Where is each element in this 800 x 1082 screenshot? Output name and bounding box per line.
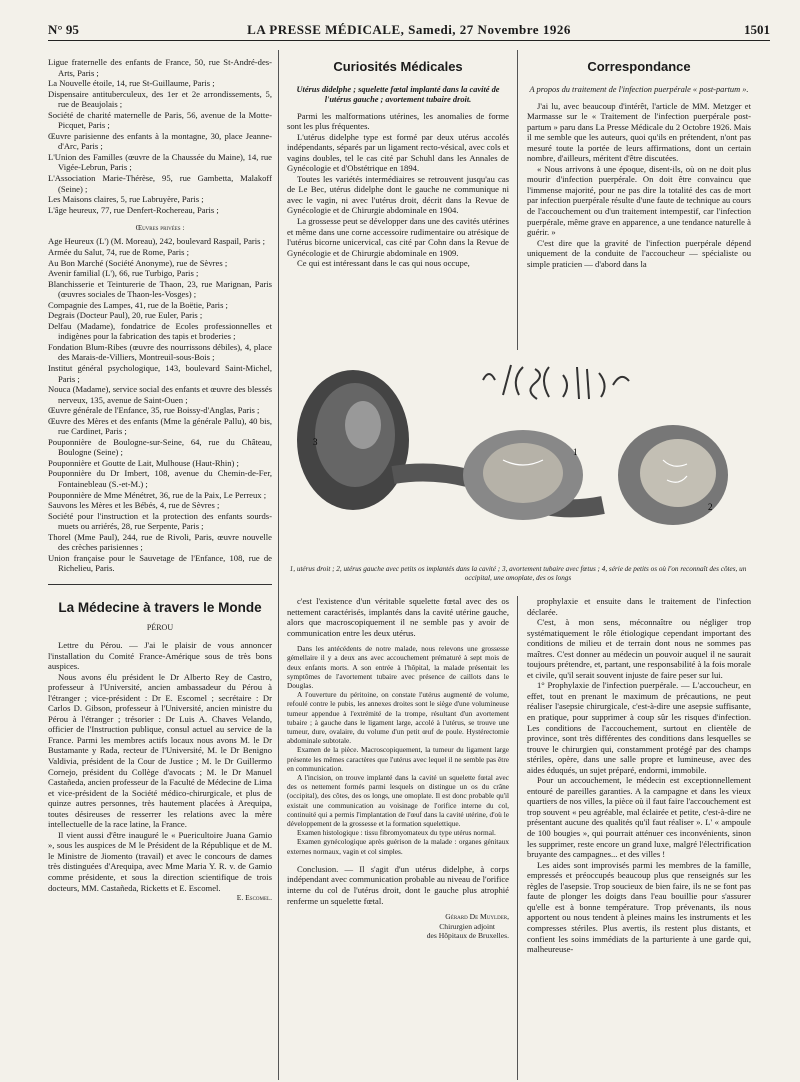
figure-label-2: 2 <box>708 502 713 512</box>
list-item: Ligue fraternelle des enfants de France, 50, rue St-André-des-Arts, Paris ; <box>48 57 272 78</box>
list-item: Degrais (Docteur Paul), 20, rue Euler, Paris ; <box>48 310 203 321</box>
paragraph: Toutes les variétés intermédiaires se retrouvent jusqu'au cas de Le Bec, utérus didelphe dont le gauche ne communique ni avec le vagin, ni avec l'utérus droit, décrit dans la Revue de Gynécologie et de Chirurgie abdominale en 1904. <box>287 173 509 216</box>
figure-label-3: 3 <box>313 437 318 447</box>
correspondance-body <box>527 101 751 270</box>
paragraph: A l'ouverture du péritoine, on constate l'utérus augmenté de volume, refoulé contre le pubis, les annexes droites sont le siège d'une volumineuse tumeur appendue à l'extrémité de la trompe, résultant d'un avortement tubaire ; à gauche dans le ligament large, accolé à l'utérus, se trouve une tumeur, dure, ovalaire, du volume d'un petit œuf de poule. Hystérectomie abdominale subtotale. <box>287 690 509 746</box>
list-item: Œuvre parisienne des enfants à la montagne, 30, place Jeanne-d'Arc, Paris ; <box>48 130 272 152</box>
organizations-list <box>48 57 272 215</box>
signature-muylder: Gérard De Muylder, <box>445 912 509 922</box>
paragraph: A l'incision, on trouve implanté dans la cavité un squelette fœtal avec des os nettement formés parmi lesquels on distingue un os du crâne (occipital), des côtes, des os longs, une omoplate. Il est donc probable qu'il existait une communication au voisinage de l'orifice interne du col, continuité qui a permis l'implantation de l'œuf dans la cavité utérine, d'où le développement de la grossesse et la formation squelettique. <box>287 773 509 829</box>
issue-number: N° 95 <box>48 22 79 37</box>
curiosites-article <box>287 59 509 269</box>
list-item: Thorel (Mme Paul), 244, rue de Rivoli, Paris, œuvre nouvelle des crèches parisiennes ; <box>48 531 272 553</box>
curiosites-continued <box>287 596 509 941</box>
list-item: Pouponnière de Boulogne-sur-Seine, 64, rue du Château, Boulogne (Seine) ; <box>48 436 272 458</box>
correspondance-continued <box>527 596 751 955</box>
paragraph: Examen histologique : tissu fibromyomateux du type utérus normal. <box>297 828 496 838</box>
column-rule <box>278 50 279 1080</box>
paragraph: Dans les antécédents de notre malade, nous relevons une grossesse gémellaire il y a deux ans avec accouchement prématuré à sept mois de deux enfants morts. A son entrée à l'hôpital, la malade présentait les symptômes de l'avortement tubaire avec présence de caillots dans le Douglas. <box>287 644 509 690</box>
correspondance-subtitle: A propos du traitement de l'infection puerpérale « post-partum ». <box>529 84 749 94</box>
section-heading-monde: La Médecine à travers le Monde <box>58 599 262 615</box>
paragraph: Les aides sont improvisés parmi les membres de la famille, empressés et préoccupés beaucoup plus que renseignés sur les règles de l'asepsie. Trop soucieux de bien faire, ils ne se font pas faute de plonger les doigts dans l'eau bouillie pour s'assurer qu'elle est à bonne température. Trop prévenants, ils nous apportent ou nous tendent à pleines mains les instruments et les compresses stériles. Plus avertis, ils restent plus distants, et confient les soins immédiats de la parturiente à une garde qui, malheureuse- <box>527 859 751 955</box>
paragraph: Nous avons élu président le Dr Alberto Rey de Castro, professeur à l'Université, ancien ambassadeur du Pérou à l'étranger ; vice-président : Dr E. Escomel ; secrétaire : Dr Carlos D. Gibson, professeur à l'Université, ancien ministre du Pérou à l'étranger ; trésorier : Dr Luis A. Chaves Velando, officier de l'Instruction publique, consul actuel au service de la France. Parmi les membres actifs locaux nous avons M. le Dr Bustamante y Rada, recteur de l'Université, M. le Dr Benigno Valdivia, président de la Cour de Justice ; M. le Dr Guillermo Cornejo, président du Collège d'avocats ; M. le Dr Manuel Castañeda, ancien professeur de la Faculté de Médecine de Lima et vice-président de la Société médico-chirurgicale, et plus de quinze autres personnes, très hautement placées à Arequipa, toutes désireuses de resserrer les relations avec la mère intellectuelle de la race latine, la France. <box>48 671 272 830</box>
paragraph: C'est, à mon sens, méconnaître ou négliger trop systématiquement le rôle étiologique cependant important des conditions de milieu et de terrain dont nous ne sommes pas maîtres. C'est donner au médecin un pouvoir auquel il ne saurait toujours prétendre, et, partant, une responsabilité à la fois morale et civile, qu'il serait souvent injuste de faire peser sur lui. <box>527 617 751 680</box>
page-header <box>48 18 770 41</box>
paragraph: La grossesse peut se développer dans une des cavités utérines et même dans une corne accessoire rudimentaire ou atrésique de l'utérus bicorne unicervical, cas cité par Cohn dans la Revue de Gynécologie et de Chirurgie abdominale en 1909. <box>287 216 509 258</box>
figure-caption: 1, utérus droit ; 2, utérus gauche avec petits os implantés dans la cavité ; 3, avortement tubaire avec fœtus ; 4, série de petits os où l'on reconnaît des côtes, un occipital, une omoplate, des os longs <box>289 565 747 582</box>
paragraph: c'est l'existence d'un véritable squelette fœtal avec des os nettement caractérisés, implantés dans la cavité utérine gauche, alors que macroscopiquement il ne semble pas y avoir de communication entre les deux utérus. <box>287 596 509 638</box>
curiosites-subtitle: Utérus didelphe ; squelette fœtal implanté dans la cavité de l'utérus gauche ; avortement tubaire droit. <box>296 84 500 104</box>
paragraph: Parmi les malformations utérines, les anomalies de forme sont les plus fréquentes. <box>287 110 509 132</box>
column-rule <box>517 596 518 1080</box>
list-item: Union française pour le Sauvetage de l'Enfance, 108, rue de Richelieu, Paris. <box>48 552 272 574</box>
list-item: Blanchisserie et Teinturerie de Thaon, 23, rue Marignan, Paris (œuvres sociales de Thaon-les-Vosges) ; <box>48 278 272 300</box>
list-item: Armée du Salut, 74, rue de Rome, Paris ; <box>48 246 190 257</box>
paragraph: prophylaxie et ensuite dans le traitement de l'infection déclarée. <box>527 596 751 617</box>
list-item: L'Union des Familles (œuvre de la Chaussée du Maine), 14, rue Vigée-Lebrun, Paris ; <box>48 151 272 173</box>
specimen-figure <box>283 355 753 555</box>
curiosites-body <box>287 111 509 269</box>
list-item: Fondation Blum-Ribes (œuvre des nourrissons débiles), 4, place des Marais-de-Villiers, Montreuil-sous-Bois ; <box>48 341 272 363</box>
list-item: Société pour l'instruction et la protection des enfants sourds-muets ou arriérés, 28, rue Serpente, Paris ; <box>48 510 272 532</box>
paragraph: Ce qui est intéressant dans le cas qui nous occupe, <box>297 258 470 269</box>
paragraph: Pour un accouchement, le médecin est exceptionnellement entouré de pareilles garanties. A la campagne et dans les vieux quartiers de nos villes, la pièce où il faut faire l'accouchement est trop souvent « peu agréable, mal éclairée et petite, c'est-à-dire ne présentant aucune des qualités qu'il faut réaliser ». L' « ampoule de 100 bougies », qui pourrait atténuer ces inconvénients, sinon les supprimer, reste encore un grand luxe, malgré l'électrification bruyante des campagnes... et des villes ! <box>527 775 751 860</box>
divider <box>48 584 272 585</box>
left-column <box>48 57 272 1077</box>
list-item: Pouponnière et Goutte de Lait, Mulhouse (Haut-Rhin) ; <box>48 457 239 468</box>
list-item: L'âge heureux, 77, rue Denfert-Rochereau, Paris ; <box>48 204 219 215</box>
list-item: Pouponnière du Dr Imbert, 108, avenue du Chemin-de-Fer, Fontainebleau (S.-et-M.) ; <box>48 468 272 489</box>
paragraph: Il vient aussi d'être inauguré le « Puericultoire Juana Gamio », sous les auspices de M le Président de la République et de M. le Ministre de Jiomento (travail) et avec le concours de dames très distinguées d'Arequipa, avec Mme Maria Y. R. v. de Gamio comme présidente, et sous la direction scientifique de trois docteurs, MM. Castañeda, Ricketts et E. Escomel. <box>48 829 272 893</box>
country-subheading: PÉROU <box>146 623 174 633</box>
section-heading-correspondance: Correspondance <box>587 59 691 74</box>
section-heading-curiosites: Curiosités Médicales <box>333 59 463 74</box>
list-item: La Nouvelle étoile, 14, rue St-Guillaume, Paris ; <box>48 78 215 89</box>
list-item: Œuvre générale de l'Enfance, 35, rue Boissy-d'Anglas, Paris ; <box>48 405 260 416</box>
list-item: L'Association Marie-Thérèse, 95, rue Gambetta, Malakoff (Seine) ; <box>48 173 272 194</box>
page-number: 1501 <box>744 22 770 37</box>
paragraph: Examen de la pièce. Macroscopiquement, la tumeur du ligament large présente les mêmes caractères que l'utérus avec lequel il ne semble pas être en communication. <box>287 745 509 773</box>
paragraph: L'utérus didelphe type est formé par deux utérus accolés indépendants, séparés par un ligament recto-vésical, avec cols et vagins doubles, tel le cas cité par Schuhl dans les Annales de Gynécologie et d'Obstétrique en 1894. <box>287 131 509 174</box>
peru-letter <box>48 640 272 893</box>
private-works-list <box>48 236 272 574</box>
signature-title: Chirurgien adjoint <box>439 921 495 931</box>
list-item: Les Maisons claires, 5, rue Labruyère, Paris ; <box>48 194 204 205</box>
conclusion: Conclusion. — Il s'agit d'un utérus didelphe, à corps indépendant avec communication probable au niveau de l'orifice interne du col de l'utérus droit, dont le gauche plus atrophié renferme un squelette fœtal. <box>287 863 509 906</box>
signature-escomel: E. Escomel. <box>236 893 272 903</box>
figure-label-1: 1 <box>573 447 578 457</box>
private-works-heading: Œuvres privées : <box>135 223 185 233</box>
paragraph: J'ai lu, avec beaucoup d'intérêt, l'article de MM. Metzger et Marmasse sur le « Traitement de l'infection puerpérale post-partum » paru dans La Presse Médicale du 2 Octobre 1926. Mais il me semble que les auteurs, quoi qu'ils en prétendent, n'ont pas mesuré toute la portée de leurs affirmations, dont un certain nombre, d'ailleurs, méritent d'être discutées. <box>527 100 751 164</box>
correspondance-body-2 <box>527 596 751 955</box>
signature-hospital: des Hôpitaux de Bruxelles. <box>426 931 509 941</box>
correspondance-article <box>527 59 751 269</box>
list-item: Œuvre des Mères et des enfants (Mme la générale Pallu), 40 bis, rue Cardinet, Paris ; <box>48 415 272 437</box>
list-item: Age Heureux (L') (M. Moreau), 242, boulevard Raspail, Paris ; <box>48 236 266 247</box>
list-item: Compagnie des Lampes, 41, rue de la Boëtie, Paris ; <box>48 299 228 310</box>
paragraph: Lettre du Pérou. — J'ai le plaisir de vous annoncer l'installation du Comité France-Amérique sous de très bons auspices. <box>48 640 272 672</box>
column-rule <box>517 50 518 350</box>
paragraph: C'est dire que la gravité de l'infection puerpérale dépend uniquement de la conduite de l'accoucheur — spécialiste ou simple praticien — d'abord dans la <box>527 237 751 269</box>
list-item: Sauvons les Mères et les Bébés, 4, rue de Sèvres ; <box>48 500 220 511</box>
list-item: Institut général psychologique, 143, boulevard Saint-Michel, Paris ; <box>48 362 272 384</box>
list-item: Pouponnière de Mme Ménétret, 36, rue de la Paix, Le Perreux ; <box>48 489 267 500</box>
paragraph: 1° Prophylaxie de l'infection puerpérale. — L'accoucheur, en effet, tout en prenant le maximum de précautions, ne peut réaliser l'asepsie chirurgicale, c'est-à-dire une asepsie suffisante, en pratique, pour supprimer à coup sûr les risques d'infection. Les conditions de l'accouchement, surtout en clientèle de province, sont très différentes des conditions dans lesquelles se trouve le chirurgien qui, constamment protégé par des champs stériles, opère, dans une salle propre et lumineuse, avec des aides éduqués, un sujet préparé, endormi, immobile. <box>527 680 751 775</box>
list-item: Société de charité maternelle de Paris, 56, avenue de la Motte-Picquet, Paris ; <box>48 109 272 131</box>
journal-title: LA PRESSE MÉDICALE, Samedi, 27 Novembre 1926 <box>247 22 571 37</box>
list-item: Nouca (Madame), service social des enfants et œuvre des blessés nerveux, 135, avenue de Saint-Ouen ; <box>48 384 272 405</box>
list-item: Au Bon Marché (Société Anonyme), rue de Sèvres ; <box>48 257 228 268</box>
paragraph: Examen gynécologique après guérison de la malade : organes génitaux externes normaux, vagin et col simples. <box>287 837 509 856</box>
curiosites-case-details <box>287 644 509 856</box>
list-item: Dispensaire antituberculeux, des 1er et 2e arrondissements, 5, rue de Beaujolais ; <box>48 88 272 110</box>
list-item: Avenir familial (L'), 66, rue Turbigo, Paris ; <box>48 268 199 279</box>
paragraph: « Nous arrivons à une époque, disent-ils, où on ne doit plus mourir d'infection puerpérale. On doit être convaincu que l'immense majorité, pour ne pas dire la totalité des cas de mort par infection puerpérale résulte d'une faute de technique au cours de l'accouchement ou d'un traitement intempestif, car l'infection puerpérale, même grave en apparence, a une tendance naturelle à guérir. » <box>527 163 751 238</box>
curiosites-body-2 <box>287 596 509 638</box>
list-item: Delfau (Madame), fondatrice de Ecoles professionnelles et indigènes pour la fabrication des tapis et broderies ; <box>48 320 272 342</box>
